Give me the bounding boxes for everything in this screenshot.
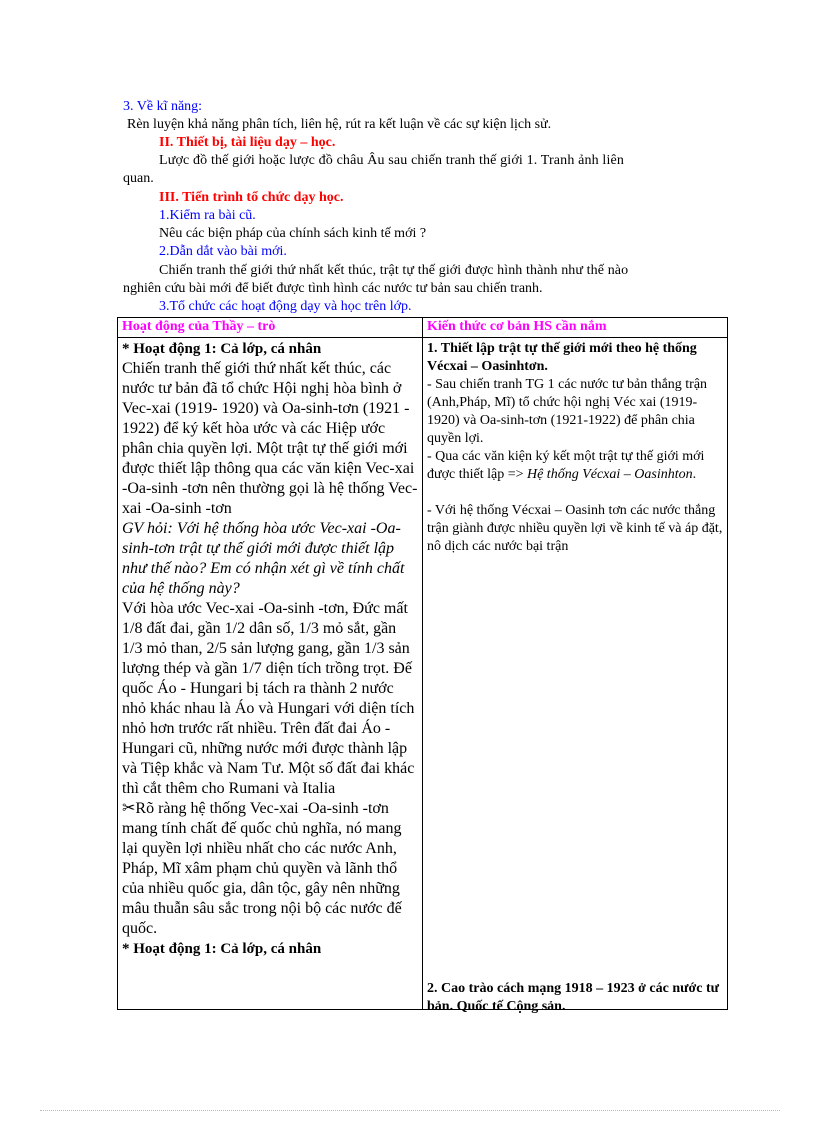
teacher-question: GV hỏi: Với hệ thống hòa ước Vec-xai -Oa-sinh-tơn trật tự thế giới mới được thiết lập như thế nào? Em có nhận xét gì về tính chất của hệ thống này? — [122, 520, 405, 597]
header-teacher-student: Hoạt động của Thầy – trò — [118, 318, 423, 338]
check-question: Nêu các biện pháp của chính sách kinh tế mới ? — [159, 226, 427, 241]
table-content-row — [118, 338, 728, 1010]
spacer — [427, 484, 723, 502]
check-heading: 1.Kiểm ra bài cũ. — [159, 208, 256, 223]
table-header-row — [118, 318, 728, 338]
organize-heading: 3.Tổ chức các hoạt động dạy và học trên lớp. — [159, 299, 412, 314]
section-2-title: 2. Cao trào cách mạng 1918 – 1923 ở các nước tư bản. Quốc tế Cộng sản. — [427, 981, 720, 1014]
equipment-line-1: Lược đồ thế giới hoặc lược đồ châu Âu sau chiến tranh thế giới 1. Tranh ảnh liên — [159, 153, 625, 168]
activity-2-title: * Hoạt động 1: Cả lớp, cá nhân — [122, 941, 322, 957]
skills-heading: 3. Về kĩ năng: — [123, 99, 203, 114]
lead-heading: 2.Dẫn dắt vào bài mới. — [159, 244, 287, 259]
knowledge-point-1: - Sau chiến tranh TG 1 các nước tư bản thắng trận (Anh,Pháp, Mĩ) tổ chức hội nghị Véc xai (1919-1920) và Oa-sinh-tơn (1921-1922) để phân chia quyền lợi. — [427, 377, 708, 446]
knowledge-point-2 — [427, 448, 723, 484]
activities-cell — [118, 338, 423, 1010]
knowledge-point-2-end: . — [692, 467, 697, 482]
header-basic-knowledge: Kiến thức cơ bản HS cần nắm — [423, 318, 728, 338]
knowledge-point-2-text: - Qua các văn kiện ký kết một trật tự thế giới mới được thiết lập => — [427, 449, 705, 482]
process-heading: III. Tiến trình tổ chức dạy học. — [159, 190, 344, 205]
treaty-consequences-paragraph: Với hòa ước Vec-xai -Oa-sinh -tơn, Đức mất 1/8 đất đai, gần 1/2 dân số, 1/3 mỏ sắt, gần 1/3 mỏ than, 2/5 sản lượng gang, gần 1/3 sản lượng thép và gần 1/7 diện tích trồng trọt. Đế quốc Áo - Hungari bị tách ra thành 2 nước nhỏ khác nhau là Áo và Hungari với diện tích nhỏ hơn trước rất nhiều. Trên đất đai Áo - Hungari cũ, những nước mới được thành lập và Tiệp khắc và Nam Tư. Một số đất đai khác thì cắt thêm cho Rumani và Italia — [122, 600, 415, 797]
equipment-line-2: quan. — [123, 171, 154, 186]
knowledge-point-3: - Với hệ thống Vécxai – Oasinh tơn các nước thắng trận giành được nhiều quyền lợi về kinh tế và áp đặt, nô dịch các nước bại trận — [427, 503, 723, 554]
versailles-washington-system: Hệ thống Vécxai – Oasinhton — [526, 467, 693, 482]
activity-1-title: * Hoạt động 1: Cả lớp, cá nhân — [122, 341, 322, 357]
lead-line-2: nghiên cứu bài mới để biết được tình hình các nước tư bản sau chiến tranh. — [123, 281, 543, 296]
conclusion-text: Rõ ràng hệ thống Vec-xai -Oa-sinh -tơn mang tính chất đế quốc chủ nghĩa, nó mang lại quyền lợi nhiều nhất cho các nước Anh, Pháp, Mĩ xâm phạm chủ quyền và lãnh thổ của nhiều quốc gia, dân tộc, gây nên những mâu thuẫn sâu sắc trong nội bộ các nước đế quốc. — [122, 800, 402, 937]
section-1-title: 1. Thiết lập trật tự thế giới mới theo hệ thống Vécxai – Oasinhtơn. — [427, 341, 697, 374]
page-footer-divider — [40, 1110, 780, 1111]
scissors-icon: ✂ — [122, 800, 136, 817]
skills-text: Rèn luyện khả năng phân tích, liên hệ, rút ra kết luận về các sự kiện lịch sử. — [127, 117, 552, 132]
conclusion-paragraph — [122, 799, 418, 939]
lead-line-1: Chiến tranh thế giới thứ nhất kết thúc, trật tự thế giới được hình thành như thế nào — [159, 263, 629, 278]
activity-1-paragraph: Chiến tranh thế giới thứ nhất kết thúc, các nước tư bản đã tổ chức Hội nghị hòa bình ở Vec-xai (1919- 1920) và Oa-sinh-tơn (1921 - 1922) để ký kết hòa ước và các Hiệp ước phân chia quyền lợi. Một trật tự thế giới mới được thiết lập thông qua các văn kiện Vec-xai -Oa-sinh -tơn nên thường gọi là hệ thống Vec-xai -Oa-sinh -tơn — [122, 360, 418, 517]
knowledge-cell — [423, 338, 728, 1014]
lesson-table — [117, 317, 728, 1014]
equipment-heading: II. Thiết bị, tài liệu dạy – học. — [159, 135, 336, 150]
